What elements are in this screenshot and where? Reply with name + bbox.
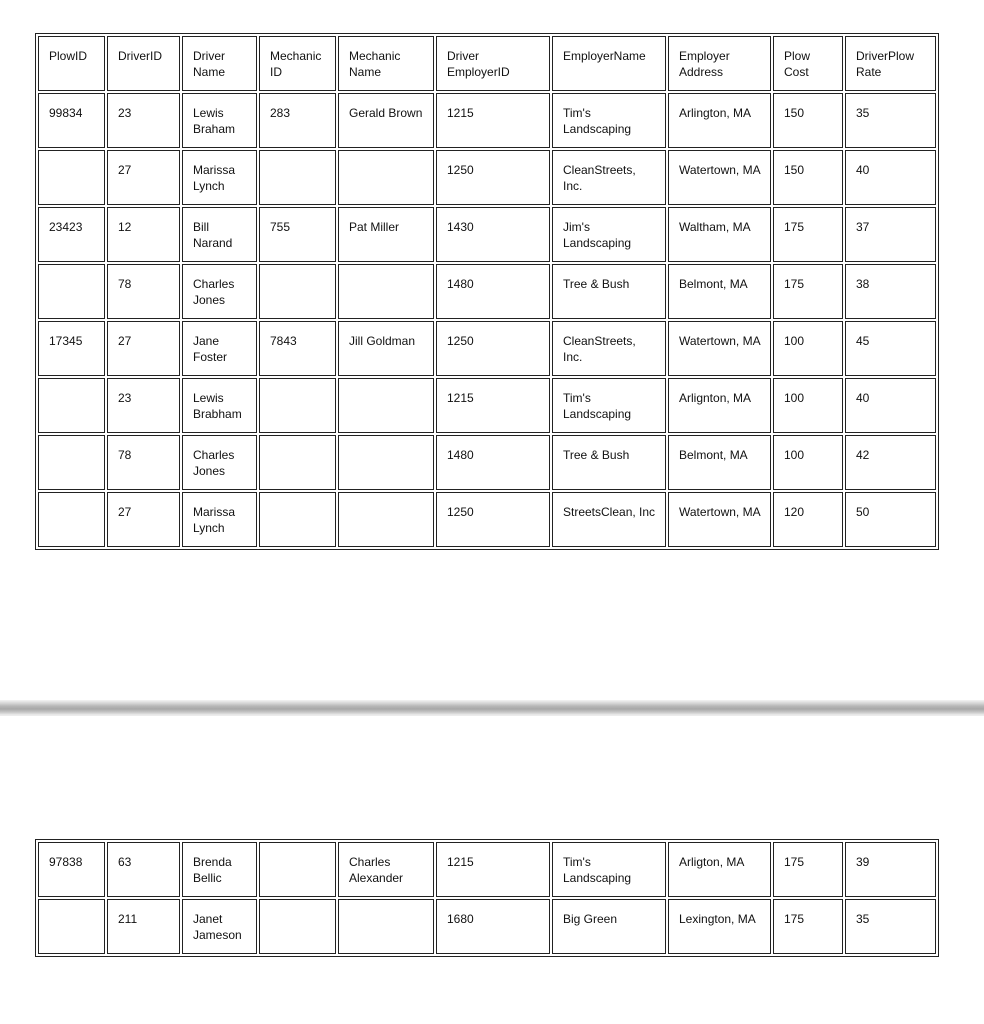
table-cell: Brenda Bellic [182,842,257,897]
table-cell: Janet Jameson [182,899,257,954]
table-cell: Belmont, MA [668,264,771,319]
header-cell: Driver Name [182,36,257,91]
table-cell: 150 [773,93,843,148]
table-row [38,150,936,205]
table-cell: Charles Alexander [338,842,434,897]
table-cell: 1430 [436,207,550,262]
table-cell: CleanStreets, Inc. [552,150,666,205]
table-cell: 39 [845,842,936,897]
table-cell: 38 [845,264,936,319]
header-cell: Mechanic Name [338,36,434,91]
table-cell: 23423 [38,207,105,262]
table-cell: Watertown, MA [668,150,771,205]
table-cell: 12 [107,207,180,262]
table-cell [338,899,434,954]
table-cell: Charles Jones [182,435,257,490]
table-cell: Arlington, MA [668,93,771,148]
table-row [38,842,936,897]
table-cell: 63 [107,842,180,897]
table-cell: Lexington, MA [668,899,771,954]
table-cell: 100 [773,378,843,433]
table-row [38,378,936,433]
table-cell: Watertown, MA [668,321,771,376]
table-cell: 78 [107,264,180,319]
table-cell: 35 [845,93,936,148]
table-row [38,207,936,262]
table-cell [338,492,434,547]
table-cell: Waltham, MA [668,207,771,262]
table-cell: 27 [107,321,180,376]
table-cell: Bill Narand [182,207,257,262]
table-cell [259,378,336,433]
table-cell: 120 [773,492,843,547]
table-cell: 283 [259,93,336,148]
page-break-divider [0,700,984,716]
table-cell: Arlignton, MA [668,378,771,433]
table-cell [259,842,336,897]
table-cell: 40 [845,150,936,205]
table-cell [38,378,105,433]
table-cell [38,264,105,319]
table-cell: Jane Foster [182,321,257,376]
table-cell: 175 [773,264,843,319]
table-cell: 1250 [436,150,550,205]
table-row [38,93,936,148]
table-cell: Tree & Bush [552,435,666,490]
header-cell: Employer Address [668,36,771,91]
table-cell: Lewis Braham [182,93,257,148]
table-row [38,492,936,547]
plow-table-top [35,33,939,550]
table-cell [38,435,105,490]
table-cell [259,150,336,205]
table-cell: Watertown, MA [668,492,771,547]
table-cell: Lewis Brabham [182,378,257,433]
table-cell: 7843 [259,321,336,376]
table-cell: Charles Jones [182,264,257,319]
table-cell: 1215 [436,378,550,433]
header-cell: DriverID [107,36,180,91]
table-row [38,321,936,376]
table-cell: Arligton, MA [668,842,771,897]
table-cell [259,435,336,490]
table-cell: 1480 [436,264,550,319]
table-cell: 150 [773,150,843,205]
table-cell: Tim's Landscaping [552,93,666,148]
table-cell: 1215 [436,93,550,148]
table-cell: 1680 [436,899,550,954]
header-cell: Driver EmployerID [436,36,550,91]
table-cell: 40 [845,378,936,433]
header-cell: Mechanic ID [259,36,336,91]
header-cell: EmployerName [552,36,666,91]
table-cell [338,378,434,433]
table-cell: 1215 [436,842,550,897]
table-cell [259,492,336,547]
table-cell: 17345 [38,321,105,376]
table-cell: 23 [107,378,180,433]
table-cell: 35 [845,899,936,954]
table-cell [338,435,434,490]
table-cell: Gerald Brown [338,93,434,148]
header-row [38,36,936,91]
table-row [38,264,936,319]
table-cell: 42 [845,435,936,490]
table-cell: Belmont, MA [668,435,771,490]
table-row [38,899,936,954]
table-cell: 175 [773,842,843,897]
header-cell: PlowID [38,36,105,91]
table-cell: Big Green [552,899,666,954]
table-cell: Jim's Landscaping [552,207,666,262]
table-cell: Marissa Lynch [182,492,257,547]
table-cell: 1250 [436,321,550,376]
table-cell: CleanStreets, Inc. [552,321,666,376]
table-cell: Pat Miller [338,207,434,262]
table-cell: StreetsClean, Inc [552,492,666,547]
table-cell: 755 [259,207,336,262]
header-cell: DriverPlow Rate [845,36,936,91]
table-cell: 211 [107,899,180,954]
table-cell: 37 [845,207,936,262]
table-cell: Jill Goldman [338,321,434,376]
table-cell: 27 [107,492,180,547]
plow-table-continued [35,839,939,957]
table-cell: 1480 [436,435,550,490]
table-cell: 100 [773,435,843,490]
table-cell: 50 [845,492,936,547]
table-cell: 175 [773,207,843,262]
table-cell [338,264,434,319]
table-cell: Marissa Lynch [182,150,257,205]
table-cell [259,899,336,954]
table-cell [38,492,105,547]
table-cell: 100 [773,321,843,376]
table-cell: Tim's Landscaping [552,378,666,433]
table-cell [38,150,105,205]
table-cell: 27 [107,150,180,205]
table-cell: 175 [773,899,843,954]
table-row [38,435,936,490]
header-cell: Plow Cost [773,36,843,91]
table-cell: 1250 [436,492,550,547]
table-cell: 97838 [38,842,105,897]
table-cell: 23 [107,93,180,148]
table-cell [259,264,336,319]
table-cell: Tree & Bush [552,264,666,319]
table-cell: Tim's Landscaping [552,842,666,897]
table-cell: 99834 [38,93,105,148]
table-cell [338,150,434,205]
table-cell: 78 [107,435,180,490]
table-cell [38,899,105,954]
table-cell: 45 [845,321,936,376]
